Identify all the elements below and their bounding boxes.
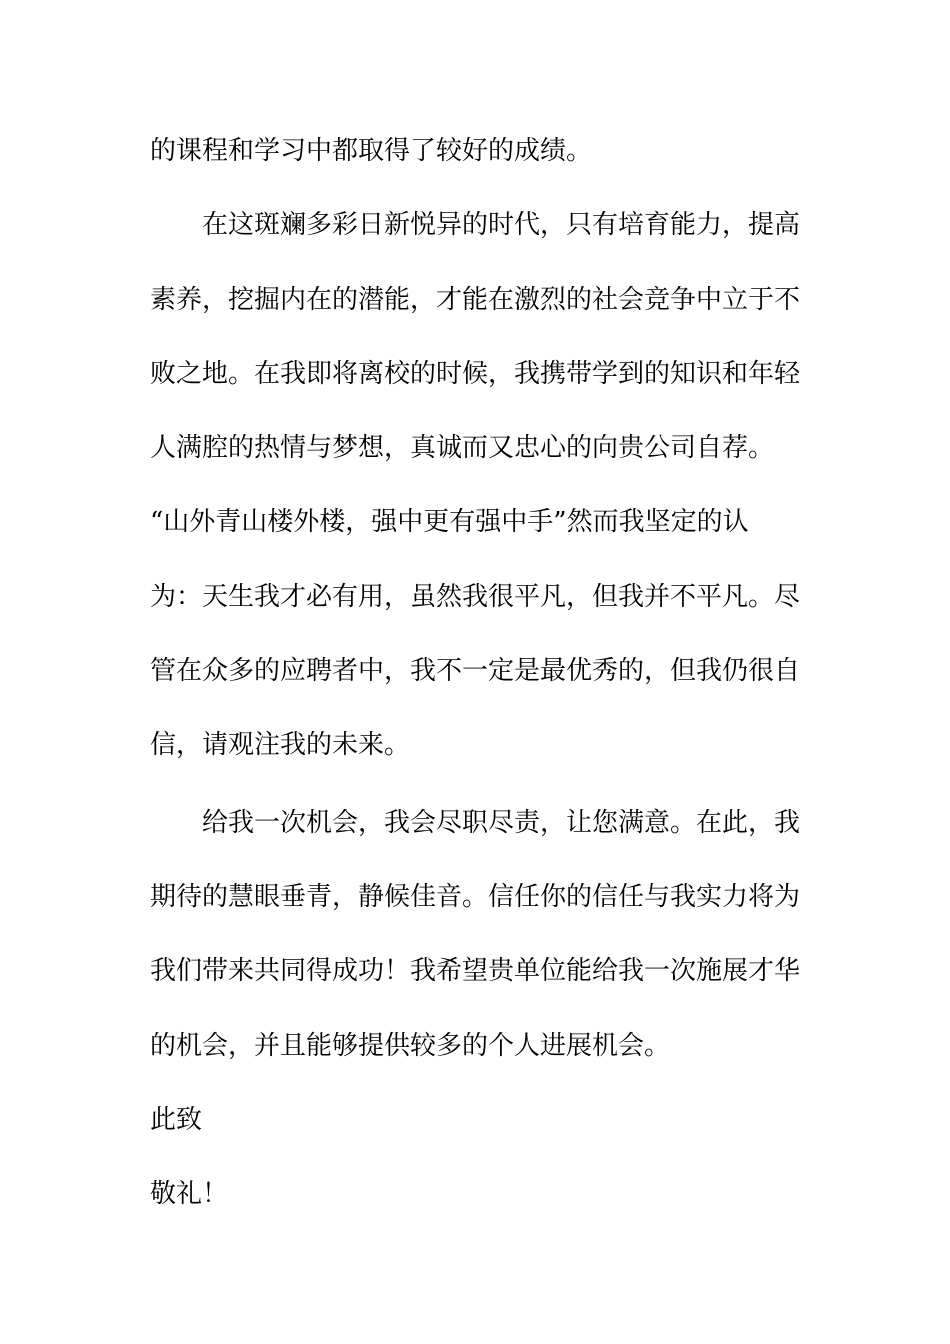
closing-salutation: 此致 — [150, 1105, 203, 1135]
closing-regards: 敬礼！ — [150, 1179, 229, 1209]
text-line: 败之地。在我即将离校的时候，我携带学到的知识和年轻 — [150, 359, 801, 389]
text-line: 的机会，并且能够提供较多的个人进展机会。 — [150, 1031, 671, 1061]
text-line: 管在众多的应聘者中，我不一定是最优秀的，但我仍很自 — [150, 656, 801, 686]
text-line: 信，请观注我的未来。 — [150, 730, 411, 760]
text-line: 人满腔的热情与梦想，真诚而又忠心的向贵公司自荐。 — [150, 433, 775, 463]
text-line: 的课程和学习中都取得了较好的成绩。 — [150, 136, 593, 166]
text-line: 在这斑斓多彩日新悦异的时代，只有培育能力，提高 — [202, 210, 801, 240]
text-line: 期待的慧眼垂青，静候佳音。信任你的信任与我实力将为 — [150, 882, 801, 912]
text-line: “山外青山楼外楼，强中更有强中手”然而我坚定的认 — [150, 507, 749, 537]
text-line: 素养，挖掘内在的潜能，才能在激烈的社会竞争中立于不 — [150, 285, 801, 315]
text-line: 我们带来共同得成功！我希望贵单位能给我一次施展才华 — [150, 956, 801, 986]
text-line: 为：天生我才必有用，虽然我很平凡，但我并不平凡。尽 — [150, 582, 801, 612]
text-line: 给我一次机会，我会尽职尽责，让您满意。在此，我 — [202, 808, 801, 838]
